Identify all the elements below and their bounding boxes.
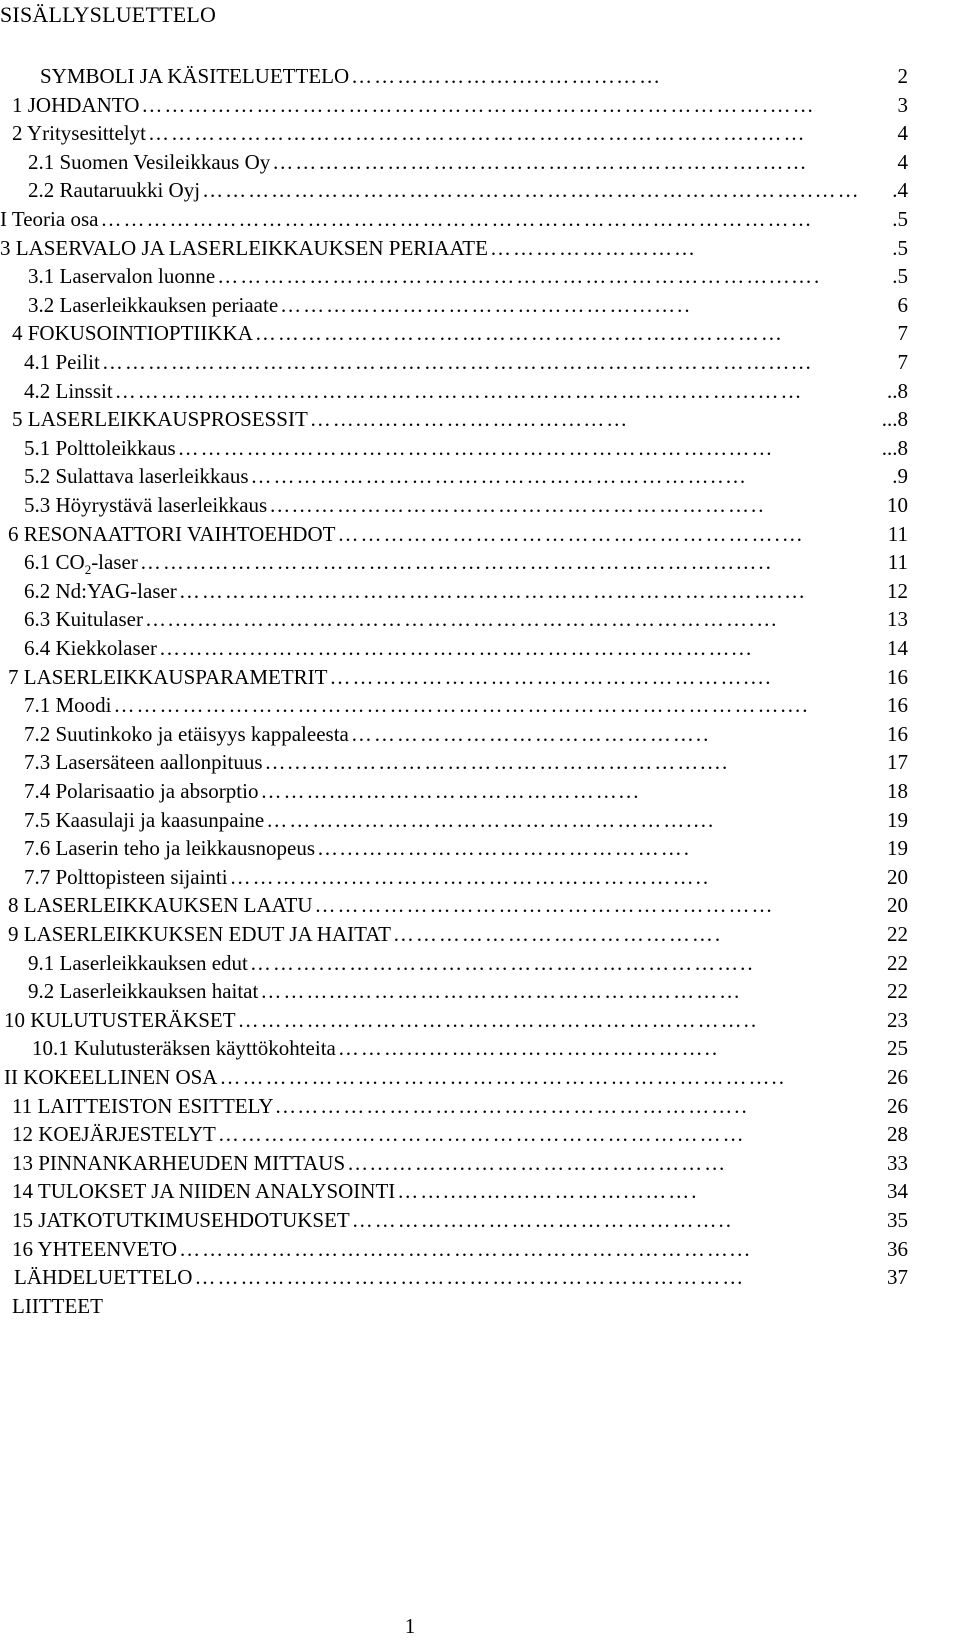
- toc-entry: [24, 834, 908, 863]
- toc-entry-leader: ……………………………………………………………………..……: [147, 121, 807, 145]
- toc-entry-page: 13: [887, 607, 908, 631]
- toc-entry-title-text: I Teoria osa: [0, 207, 99, 231]
- toc-entry-title: [12, 91, 139, 120]
- toc-entry-title: [8, 891, 312, 920]
- toc-entry-title: [24, 748, 263, 777]
- toc-entry: [24, 605, 908, 634]
- toc-entry-page: 26: [887, 1094, 908, 1118]
- toc-entry-title: [0, 234, 488, 263]
- toc-entry-title: [28, 291, 278, 320]
- toc-entry-page: 20: [887, 865, 908, 889]
- toc-entry-title-text: 3.1 Laservalon luonne: [28, 264, 216, 288]
- toc-entry-title-text: 6.1 CO: [24, 550, 85, 574]
- toc-entry: [0, 234, 908, 263]
- toc-entry-title-text: 7.2 Suutinkoko ja etäisyys kappaleesta: [24, 722, 349, 746]
- toc-entry: [12, 1177, 908, 1206]
- toc-entry-title: [28, 949, 248, 978]
- toc-entry-title-text: 16 YHTEENVETO: [12, 1237, 178, 1261]
- toc-entry-page: .5: [892, 207, 908, 231]
- toc-entry-title: [12, 1206, 350, 1235]
- toc-entry-title: [4, 1006, 236, 1035]
- toc-entry-title: [24, 691, 112, 720]
- toc-entry-title-text: 7.7 Polttopisteen sijainti: [24, 865, 228, 889]
- toc-entry-title: [24, 634, 157, 663]
- toc-entry-title: [4, 1063, 217, 1092]
- toc-entry-title-text: LIITTEET: [12, 1294, 103, 1318]
- toc-entry: [12, 1149, 908, 1178]
- toc-entry: [24, 462, 908, 491]
- toc-entry: [4, 1063, 908, 1092]
- toc-entry-title-text: 7.5 Kaasulaji ja kaasunpaine: [24, 808, 265, 832]
- toc-entry: [8, 891, 908, 920]
- toc-entry-title-text: 6.3 Kuitulaser: [24, 607, 143, 631]
- toc-entry-title-text: 15 JATKOTUTKIMUSEHDOTUKSET: [12, 1208, 350, 1232]
- toc-entry-leader: …………………………………………………………..: [237, 1008, 759, 1032]
- toc-entry-title: [40, 62, 349, 91]
- toc-entry-page: 22: [887, 922, 908, 946]
- toc-entry-leader: ……………...……………………………………………: [217, 1122, 746, 1146]
- toc-entry-title: [12, 319, 253, 348]
- toc-entry-page: 20: [887, 893, 908, 917]
- toc-entry: [24, 348, 908, 377]
- toc-entry-title-text: 9.2 Laserleikkauksen haitat: [28, 979, 259, 1003]
- toc-entry-leader: ………...………………………………..: [337, 1036, 720, 1060]
- toc-entry-title-text: 6.2 Nd:YAG-laser: [24, 579, 177, 603]
- toc-entry-page: ...8: [881, 407, 908, 431]
- toc-entry-title-text: 6 RESONAATTORI VAIHTOEHDOT: [8, 522, 336, 546]
- toc-entry-title: [8, 920, 391, 949]
- toc-entry-leader: ……………………...………………………………………...: [179, 1237, 752, 1261]
- toc-entry: [12, 119, 908, 148]
- toc-entry-leader: ………………………………………………………………………...……: [114, 379, 804, 403]
- toc-entry-page: 14: [887, 636, 908, 660]
- toc-entry-leader: …….....…....…………...…….: [397, 1179, 699, 1203]
- toc-entry-leader: ……………………………………………………………………..……: [202, 178, 861, 202]
- toc-entry-page: 25: [887, 1036, 908, 1060]
- toc-entry-leader: …...……………………………………………....: [264, 750, 730, 774]
- toc-entry: [40, 62, 908, 91]
- toc-entry-leader: ……...…………………………………………………………...…..: [139, 550, 773, 574]
- toc-entry-title: [24, 577, 177, 606]
- toc-entry-title: [28, 148, 270, 177]
- toc-entry-title-text: SYMBOLI JA KÄSITELUETTELO: [40, 64, 350, 88]
- toc-entry-title: [24, 605, 143, 634]
- toc-entry-page: .9: [892, 464, 908, 488]
- toc-entry-page: 17: [887, 750, 908, 774]
- toc-entry-title: [12, 1149, 345, 1178]
- toc-entry: [12, 1235, 908, 1264]
- toc-entry: [28, 291, 908, 320]
- toc-entry-page: 6: [897, 293, 908, 317]
- toc-entry-leader: ……...……………………...……: [309, 407, 630, 431]
- toc-entry-leader: ………………….....……...……: [351, 64, 663, 88]
- toc-entry-page: 19: [887, 836, 908, 860]
- toc-entry: [12, 1292, 103, 1321]
- toc-entry-title: [24, 377, 113, 406]
- toc-entry-title-text: 2 Yritysesittelyt: [12, 121, 146, 145]
- toc-entry-leader: ………….……………………………...…..: [280, 293, 692, 317]
- page-number: 1: [404, 1614, 416, 1638]
- toc-entry: [24, 434, 908, 463]
- toc-entry-title-text: II KOKEELLINEN OSA: [4, 1065, 218, 1089]
- toc-entry-title-text: 7.4 Polarisaatio ja absorptio: [24, 779, 259, 803]
- toc-entry-leader: ……………………………………………………………………………...…: [101, 350, 814, 374]
- toc-entry-title: [24, 777, 258, 806]
- toc-entry: [14, 1263, 908, 1292]
- toc-entry-leader: ………....……………………………………....: [266, 808, 716, 832]
- toc-entry-leader: ……….………………………………………………..: [249, 951, 755, 975]
- toc-entry-leader: …………………………………………………………………………………: [100, 207, 814, 231]
- toc-entry-page: 16: [887, 665, 908, 689]
- toc-entry-page: 10: [887, 493, 908, 517]
- toc-entry-leader: …………………………………….: [392, 922, 723, 946]
- toc-entry-page: .5: [892, 264, 908, 288]
- toc-entry-leader: ……………………………………………………………………………....: [113, 693, 810, 717]
- toc-entry-title-text: LÄHDELUETTELO: [14, 1265, 193, 1289]
- toc-entry-page: 11: [887, 550, 908, 574]
- toc-entry-title-text: 3 LASERVALO JA LASERLEIKKAUKSEN PERIAATE: [0, 236, 488, 260]
- toc-entry-title: [12, 405, 308, 434]
- toc-entry: [24, 548, 908, 577]
- toc-entry: [4, 1006, 908, 1035]
- toc-entry-leader: ……………………………………………………………...……: [177, 436, 775, 460]
- toc-entry: [8, 920, 908, 949]
- toc-entry-page: 35: [887, 1208, 908, 1232]
- toc-entry-page: 33: [887, 1151, 908, 1175]
- toc-entry-page: .5: [892, 236, 908, 260]
- toc-entry-leader: …....……………………………………………………………….…: [144, 607, 780, 631]
- toc-entry-leader: ………………………………………………….…: [337, 522, 805, 546]
- toc-entry-title-text: 4.2 Linssit: [24, 379, 113, 403]
- toc-entry-title: [28, 176, 200, 205]
- toc-entry-leader: ……………………………………………………………………….……: [141, 93, 816, 117]
- toc-entry: [12, 91, 908, 120]
- toc-entry-title: [24, 863, 228, 892]
- toc-entry-page: 7: [897, 321, 908, 345]
- toc-entry-title: [24, 834, 315, 863]
- toc-entry: [8, 663, 908, 692]
- toc-entry-leader: …...…….....……………………………: [347, 1151, 728, 1175]
- toc-entry-leader: …………...……………………………..: [351, 1208, 733, 1232]
- toc-entry: [0, 205, 908, 234]
- toc-entry-title-text: 12 KOEJÄRJESTELYT: [12, 1122, 216, 1146]
- toc-entry-title-text: 6.4 Kiekkolaser: [24, 636, 157, 660]
- toc-entry: [12, 405, 908, 434]
- toc-entry-leader: ...…………………………………………………..: [275, 1094, 749, 1118]
- toc-entry-page: 11: [887, 522, 908, 546]
- toc-entry: [24, 720, 908, 749]
- toc-entry-title-text: 7.1 Moodi: [24, 693, 112, 717]
- toc-entry: [24, 777, 908, 806]
- toc-entry-leader: ………...……………………………………………: [260, 979, 743, 1003]
- toc-entry-leader: ……………………………………………………..…: [250, 464, 749, 488]
- toc-entry: [24, 691, 908, 720]
- toc-entry-page: ...8: [881, 436, 908, 460]
- toc-entry: [8, 520, 908, 549]
- toc-entry: [28, 148, 908, 177]
- toc-entry-subscript: 2: [84, 562, 92, 578]
- toc-entry-page: 12: [887, 579, 908, 603]
- toc-entry: [32, 1034, 908, 1063]
- toc-entry-leader: ………………………………………………………………...….: [217, 264, 822, 288]
- toc-entry-title: [24, 491, 267, 520]
- toc-entry-page: 16: [887, 693, 908, 717]
- toc-entry-title-text: 5.1 Polttoleikkaus: [24, 436, 176, 460]
- toc-entry-title-text: 10 KULUTUSTERÄKSET: [4, 1008, 236, 1032]
- toc-entry-title: [8, 520, 335, 549]
- toc-entry-leader: …...…………………………………………………..: [269, 493, 766, 517]
- toc-entry-title-text: 8 LASERLEIKKAUKSEN LAATU: [8, 893, 313, 917]
- toc-entry-title-text: 5.3 Höyrystävä laserleikkaus: [24, 493, 268, 517]
- toc-entry-title-text: 5.2 Sulattava laserleikkaus: [24, 464, 249, 488]
- toc-entry: [24, 748, 908, 777]
- toc-entry-title: [32, 1034, 336, 1063]
- toc-entry-leader: …...…………………………………….: [317, 836, 692, 860]
- toc-entry-leader: …………………………………………………………………….…: [178, 579, 808, 603]
- toc-entry-title-text: 9.1 Laserleikkauksen edut: [28, 951, 248, 975]
- toc-entry-title-text: 2.2 Rautaruukki Oyj: [28, 178, 201, 202]
- toc-entry-page: 18: [887, 779, 908, 803]
- toc-entry-leader: …………....………………………………………..: [229, 865, 711, 889]
- toc-entry-title: [12, 1177, 395, 1206]
- toc-entry-page: 37: [887, 1265, 908, 1289]
- toc-entry: [12, 319, 908, 348]
- toc-entry: [24, 634, 908, 663]
- toc-entry-leader: ………………………………………..: [350, 722, 711, 746]
- toc-entry-page: 36: [887, 1237, 908, 1261]
- toc-entry: [28, 949, 908, 978]
- toc-entry-page: 4: [897, 150, 908, 174]
- toc-entry-page: 28: [887, 1122, 908, 1146]
- toc-entry-title-text: 13 PINNANKARHEUDEN MITTAUS: [12, 1151, 346, 1175]
- toc-entry-title: [28, 262, 215, 291]
- toc-entry-leader: ……….....……………………………...: [260, 779, 641, 803]
- toc-entry-title-text: 7 LASERLEIKKAUSPARAMETRIT: [8, 665, 328, 689]
- toc-entry-title: [12, 1120, 216, 1149]
- toc-entry-title: [28, 977, 258, 1006]
- toc-entry-page: ..8: [887, 379, 908, 403]
- toc-entry-leader: ………………………: [489, 236, 697, 260]
- toc-entry-title-text: 10.1 Kulutusteräksen käyttökohteita: [32, 1036, 336, 1060]
- toc-entry-page: 22: [887, 979, 908, 1003]
- toc-entry-title-text: 7.3 Lasersäteen aallonpituus: [24, 750, 263, 774]
- toc-entry-title: [24, 548, 138, 577]
- toc-entry-page: 7: [897, 350, 908, 374]
- toc-entry-leader: ………………………………………………………………..: [219, 1065, 786, 1089]
- toc-entry: [24, 377, 908, 406]
- toc-entry: [28, 262, 908, 291]
- toc-entry-title-text: 11 LAITTEISTON ESITTELY: [12, 1094, 274, 1118]
- page-title: SISÄLLYSLUETTELO: [0, 2, 217, 27]
- toc-entry-page: 19: [887, 808, 908, 832]
- toc-entry-title: [24, 434, 176, 463]
- toc-entry-title-text: 7.6 Laserin teho ja leikkausnopeus: [24, 836, 316, 860]
- toc-entry-leader: …...……...……………………………………………………...: [158, 636, 754, 660]
- toc-entry-title-text: 3.2 Laserleikkauksen periaate: [28, 293, 279, 317]
- toc-entry-leader: ……………………………………………………….……: [272, 150, 809, 174]
- toc-entry-title: [24, 720, 349, 749]
- toc-entry-title-text: 9 LASERLEIKKUKSEN EDUT JA HAITAT: [8, 922, 391, 946]
- toc-entry-title-text: 2.1 Suomen Vesileikkaus Oy: [28, 150, 271, 174]
- toc-entry-title-text: 5 LASERLEIKKAUSPROSESSIT: [12, 407, 308, 431]
- toc-entry: [24, 863, 908, 892]
- toc-entry-title-tail: -laser: [91, 550, 138, 574]
- toc-entry-title: [12, 119, 146, 148]
- toc-entry-page: 2: [897, 64, 908, 88]
- toc-entry: [12, 1092, 908, 1121]
- toc-entry-title: [12, 1292, 103, 1321]
- toc-entry-leader: ……………………………………………………: [314, 893, 775, 917]
- toc-entry: [12, 1206, 908, 1235]
- toc-entry-page: 34: [887, 1179, 908, 1203]
- toc-entry-page: 26: [887, 1065, 908, 1089]
- toc-entry-title: [24, 462, 249, 491]
- toc-entry: [28, 176, 908, 205]
- toc-entry-title: [8, 663, 328, 692]
- toc-entry-page: 23: [887, 1008, 908, 1032]
- toc-entry-leader: ………………………………………………....: [329, 665, 773, 689]
- toc-entry-page: .4: [892, 178, 908, 202]
- toc-entry-page: 16: [887, 722, 908, 746]
- toc-entry-page: 3: [897, 93, 908, 117]
- toc-entry-title: [24, 348, 100, 377]
- toc-entry: [24, 577, 908, 606]
- toc-entry-title: [12, 1092, 274, 1121]
- toc-entry-title-text: 1 JOHDANTO: [12, 93, 140, 117]
- toc-entry: [12, 1120, 908, 1149]
- toc-entry-title: [24, 806, 264, 835]
- toc-entry-title: [14, 1263, 192, 1292]
- toc-entry-page: 22: [887, 951, 908, 975]
- toc-entry: [24, 491, 908, 520]
- toc-entry-leader: ……………………………………………………………: [254, 321, 784, 345]
- toc-entry-title: [12, 1235, 177, 1264]
- toc-entry: [24, 806, 908, 835]
- toc-entry-title-text: 4 FOKUSOINTIOPTIIKKA: [12, 321, 253, 345]
- toc-entry-title-text: 14 TULOKSET JA NIIDEN ANALYSOINTI: [12, 1179, 396, 1203]
- toc-entry-title: [0, 205, 98, 234]
- toc-entry-page: 4: [897, 121, 908, 145]
- toc-entry-leader: ……………...………………………………………………: [194, 1265, 746, 1289]
- toc-entry-title-text: 4.1 Peilit: [24, 350, 100, 374]
- toc-entry: [28, 977, 908, 1006]
